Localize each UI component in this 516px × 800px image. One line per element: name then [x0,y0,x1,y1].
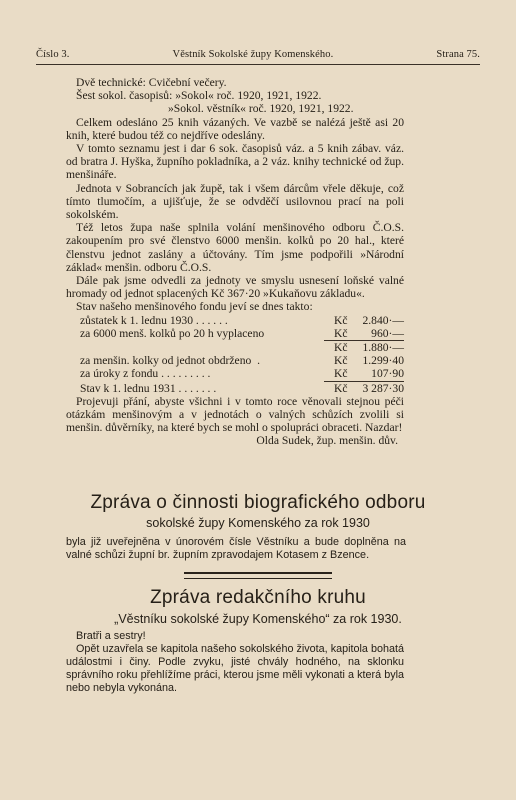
section-subtitle-editorial: „Věstníku sokolské župy Komenského“ za rok 1930. [114,612,402,626]
line-technical: Dvě technické: Cvičební večery. [76,76,227,89]
section-text-biograph: byla již uveřejněna v únorovém čísle Věstníku a bude doplněna na valné schůzi župní br. župním zpravodajem Kotasem z Bzence. [66,536,406,561]
paragraph-total: Celkem odesláno 25 knih vázaných. Ve vazbě se nalézá ještě asi 20 knih, které budou též co nejdříve odeslány. [66,115,404,142]
ledger-currency: Kč [334,381,348,395]
greeting: Bratři a sestry! [76,630,146,642]
paragraph-state: Stav našeho menšinového fondu jeví se dnes takto: [76,300,313,314]
ledger-row [80,327,404,340]
ledger-row [80,314,404,327]
ledger-label: za menšin. kolky od jednot obdrženo . [80,354,260,368]
paragraph-thanks: Jednota v Sobrancích jak župě, tak i všem dárcům vřele děkuje, což tímto tlumočím, a ujišťuje, že se odvděčí usilovnou prací na poli sokolském. [66,181,404,222]
paragraph-gift: V tomto seznamu jest i dar 6 sok. časopisů váz. a 5 knih zábav. váz. od bratra J. Hyška, župního pokladníka, a 2 váz. knihy technické od žup. menšináře. [66,142,404,182]
ledger-amount: 960·— [371,326,404,340]
ledger-label: za 6000 menš. kolků po 20 h vyplaceno [80,326,265,340]
ledger-amount: 1.880·— [362,341,404,355]
paragraph-stamps: Též letos župa naše splnila volání menšinového odboru Č.O.S. zakoupením pro své členstvo 6000 menšin. kolků po 20 hal., které členstvu jednot zaslány a účtovány. Tím jsme podpořili »Národní základ« menšin. odboru Č.O.S. [66,221,404,274]
section-title-editorial: Zpráva redakčního kruhu [150,587,366,608]
ledger-currency: Kč [334,313,348,327]
journal-title: Věstník Sokolské župy Komenského. [172,49,334,60]
section-title-biograph: Zpráva o činnosti biografického odboru [90,492,426,513]
ledger-currency: Kč [334,367,348,381]
ledger-row [80,341,404,354]
ledger-label: Stav k 1. lednu 1931 . . . . . . . [80,381,217,395]
ledger-label: zůstatek k 1. lednu 1930 . . . . . . [80,313,228,327]
ledger-currency: Kč [334,341,348,355]
ledger-row [80,382,404,395]
page-number: Strana 75. [436,49,480,60]
line-journals: Šest sokol. časopisů: »Sokol« roč. 1920, 1921, 1922. [76,89,322,103]
ledger-label: za úroky z fondu . . . . . . . . . [80,367,211,381]
issue-number: Číslo 3. [36,49,70,60]
section-text-editorial [66,630,404,695]
ledger-amount: 107·90 [371,367,404,381]
section-subtitle-biograph: sokolské župy Komenského za rok 1930 [146,516,370,530]
header-rule [36,64,480,65]
article-body [66,76,404,448]
page-header [36,49,480,60]
fund-ledger [66,314,404,395]
ledger-row [80,367,404,380]
ledger-amount: 2.840·— [362,313,404,327]
line-journals-cont: »Sokol. věstník« roč. 1920, 1921, 1922. [168,102,354,116]
signature: Olda Sudek, žup. menšin. dův. [256,434,398,448]
section-divider [184,572,332,579]
paragraph-fund: Dále pak jsme odvedli za jednoty ve smyslu usnesení loňské valné hromady od jednot splacených Kč 367·20 »Kukaňovu základu«. [66,274,404,301]
editorial-paragraph: Opět uzavřela se kapitola našeho sokolského života, kapitola bohatá událostmi i činy. Podle zvyku, jisté chvály hodného, na sklonku správního roku přehlížíme práci, kterou jsme měli vykonati a která byla nebo nebyla vykonána. [66,642,404,694]
ledger-currency: Kč [334,354,348,368]
ledger-amount: 3 287·30 [362,381,404,395]
ledger-amount: 1.299·40 [362,354,404,368]
paragraph-appeal: Projevuji přání, abyste všichni i v tomto roce věnovali stejnou péči otázkám menšinovým a v jednotách o valných schůzích zvolili si menšin. důvěrníky, na které bych se mohl o spolupráci obraceti. Nazdar! [66,394,404,435]
ledger-row [80,354,404,367]
ledger-currency: Kč [334,326,348,340]
